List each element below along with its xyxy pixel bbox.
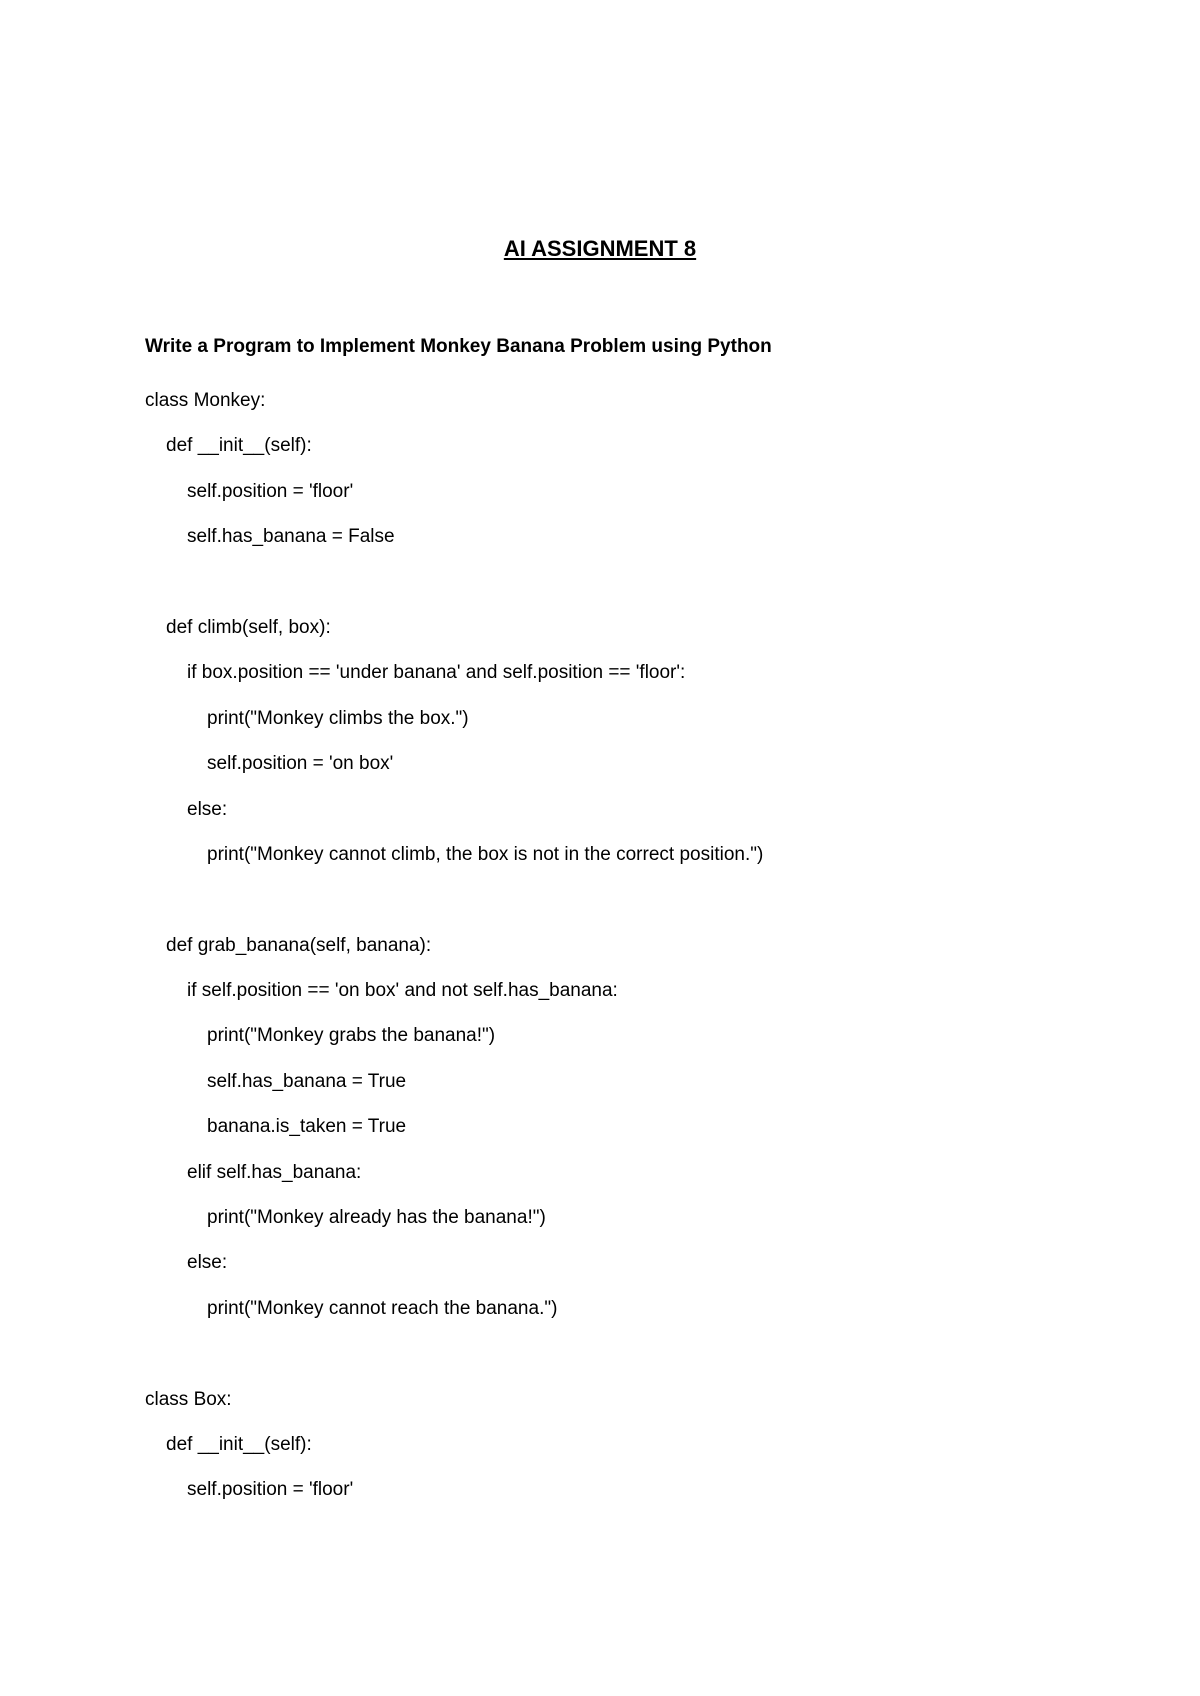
code-line: else: — [187, 798, 228, 820]
code-blank-line — [145, 877, 763, 922]
code-line: elif self.has_banana: — [187, 1161, 362, 1183]
code-line: class Box: — [145, 1388, 232, 1410]
code-line: if box.position == 'under banana' and self.position == 'floor': — [187, 662, 686, 684]
code-line: self.position = 'on box' — [207, 753, 394, 775]
code-line: print("Monkey already has the banana!") — [207, 1207, 546, 1229]
code-line: def __init__(self): — [166, 435, 312, 457]
code-line: print("Monkey cannot reach the banana.") — [207, 1297, 558, 1319]
code-line: self.has_banana = True — [207, 1070, 407, 1092]
code-line: print("Monkey climbs the box.") — [207, 707, 469, 729]
assignment-heading: Write a Program to Implement Monkey Banana Problem using Python — [145, 336, 772, 357]
code-line: self.has_banana = False — [187, 526, 395, 548]
code-blank-line — [145, 560, 763, 605]
code-line: def climb(self, box): — [166, 616, 331, 638]
document-title: AI ASSIGNMENT 8 — [503, 236, 697, 261]
code-line: print("Monkey grabs the banana!") — [207, 1025, 496, 1047]
code-block — [145, 378, 763, 1513]
code-line: def __init__(self): — [166, 1433, 312, 1455]
code-line: banana.is_taken = True — [207, 1116, 407, 1138]
code-line: self.position = 'floor' — [187, 1479, 354, 1501]
code-line: else: — [187, 1252, 228, 1274]
code-line: self.position = 'floor' — [187, 480, 354, 502]
code-line: class Monkey: — [145, 390, 266, 411]
code-line: print("Monkey cannot climb, the box is not in the correct position.") — [207, 843, 764, 865]
code-line: def grab_banana(self, banana): — [166, 934, 432, 956]
code-line: if self.position == 'on box' and not self.has_banana: — [187, 980, 618, 1002]
code-blank-line — [145, 1331, 763, 1376]
